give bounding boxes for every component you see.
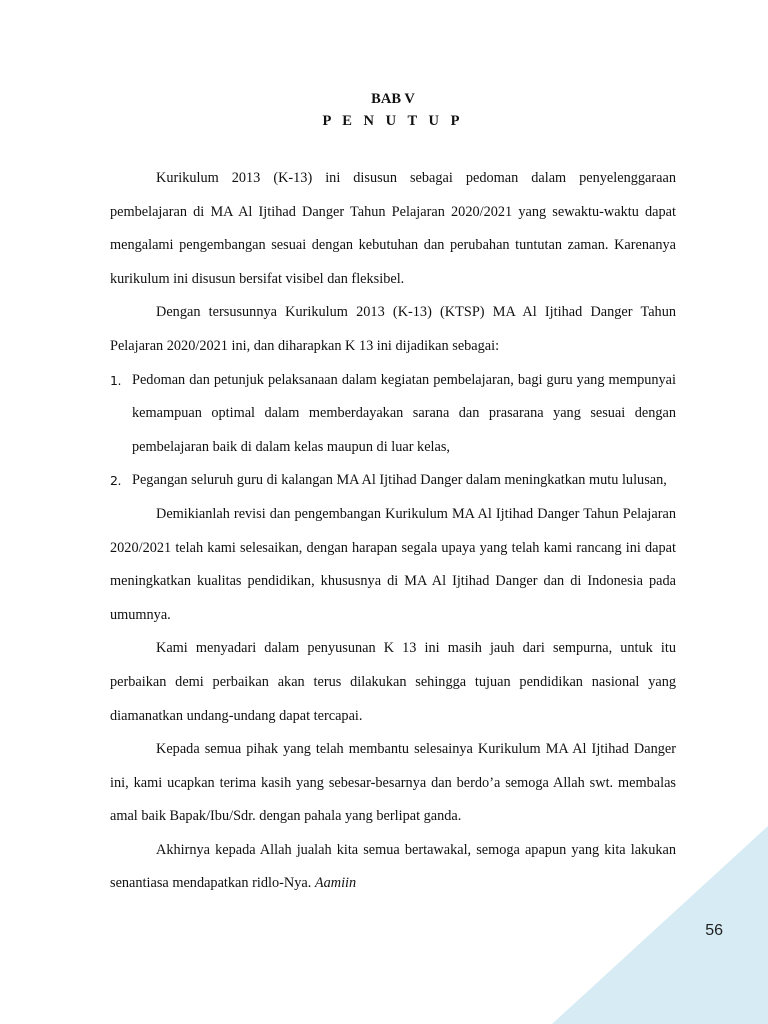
list-item bbox=[110, 464, 676, 498]
chapter-title: P E N U T U P bbox=[322, 113, 464, 129]
paragraph-intro: Kurikulum 2013 (K-13) ini disusun sebagai pedoman dalam penyelenggaraan pembelajaran di MA Al Ijtihad Danger Tahun Pelajaran 2020/2021 yang sewaktu-waktu dapat mengalami pengembangan sesuai dengan kebutuhan dan perubahan tuntutan zaman. Karenanya kurikulum ini disusun bersifat visibel dan fleksibel. bbox=[110, 170, 676, 287]
chapter-number: BAB V bbox=[371, 91, 415, 107]
list-item-number: 2. bbox=[110, 473, 121, 489]
paragraph-revision: Demikianlah revisi dan pengembangan Kurikulum MA Al Ijtihad Danger Tahun Pelajaran 2020/2021 telah kami selesaikan, dengan harapan segala upaya yang telah kami rancang ini dapat meningkatkan kualitas pendidikan, khususnya di MA Al Ijtihad Danger dan di Indonesia pada umumnya. bbox=[110, 505, 676, 623]
list-item-number: 1. bbox=[110, 372, 121, 388]
list-item-text: Pedoman dan petunjuk pelaksanaan dalam kegiatan pembelajaran, bagi guru yang mempunyai kemampuan optimal dalam memberdayakan sarana dan prasarana yang sesuai dengan pembelajaran baik di dalam kelas maupun di luar kelas, bbox=[132, 371, 676, 455]
paragraph-thanks: Kepada semua pihak yang telah membantu selesainya Kurikulum MA Al Ijtihad Danger ini, kami ucapkan terima kasih yang sebesar-besarnya dan berdo’a semoga Allah swt. membalas amal baik Bapak/Ibu/Sdr. dengan pahala yang berlipat ganda. bbox=[110, 741, 676, 825]
list-item bbox=[110, 364, 676, 465]
paragraph-improvement: Kami menyadari dalam penyusunan K 13 ini masih jauh dari sempurna, untuk itu perbaikan demi perbaikan akan terus dilakukan sehingga tujuan pendidikan nasional yang diamanatkan undang-undang dapat tercapai. bbox=[110, 640, 676, 724]
paragraph-purpose: Dengan tersusunnya Kurikulum 2013 (K-13) (KTSP) MA Al Ijtihad Danger Tahun Pelajaran 2020/2021 ini, dan diharapkan K 13 ini dijadikan sebagai: bbox=[110, 304, 676, 354]
list-item-text: Pegangan seluruh guru di kalangan MA Al Ijtihad Danger dalam meningkatkan mutu lulusan, bbox=[132, 472, 667, 489]
document-page bbox=[110, 88, 676, 901]
paragraph-final bbox=[110, 834, 676, 901]
page-number: 56 bbox=[705, 922, 723, 939]
purpose-list bbox=[110, 364, 676, 498]
final-text: Akhirnya kepada Allah jualah kita semua bertawakal, semoga apapun yang kita lakukan senantiasa mendapatkan ridlo-Nya. bbox=[110, 841, 676, 892]
final-emphasis: Aamiin bbox=[314, 875, 357, 892]
